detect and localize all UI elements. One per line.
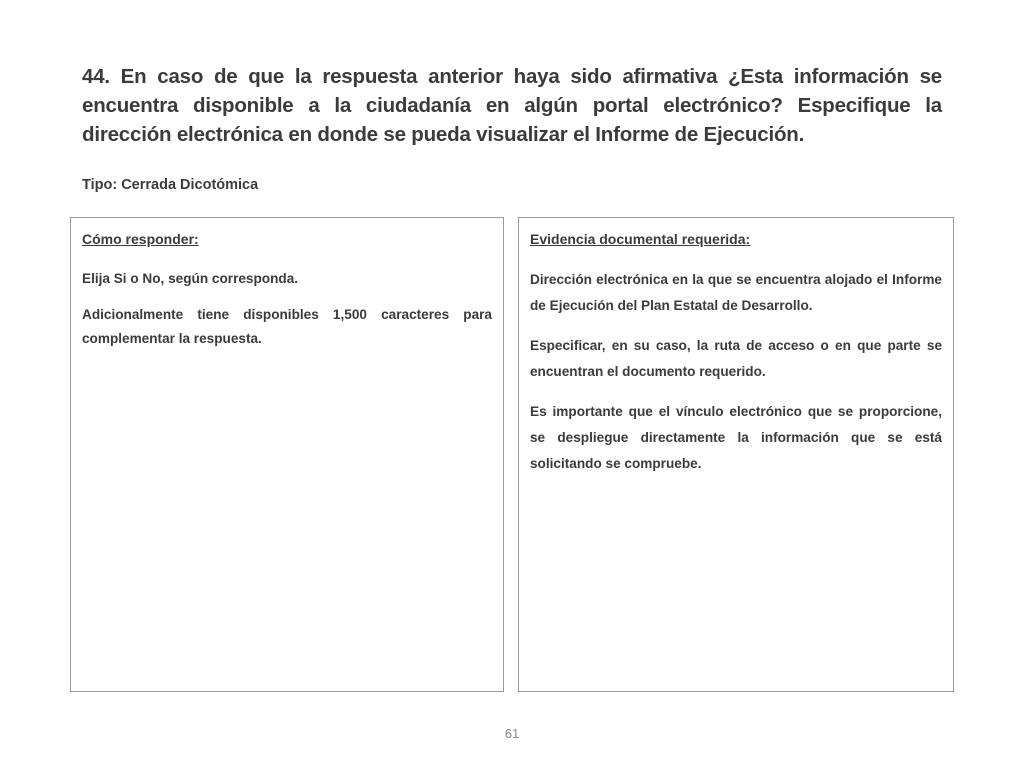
required-evidence-box	[518, 217, 954, 692]
question-type: Tipo: Cerrada Dicotómica	[82, 177, 259, 193]
how-to-answer-heading: Cómo responder:	[82, 231, 199, 247]
page-number: 61	[504, 726, 520, 741]
how-to-answer-paragraph: Elija Si o No, según corresponda.	[82, 271, 299, 286]
required-evidence-paragraph: Especificar, en su caso, la ruta de acceso o en que parte se encuentran el documento requerido.	[530, 338, 942, 379]
required-evidence-paragraph: Dirección electrónica en la que se encuentra alojado el Informe de Ejecución del Plan Estatal de Desarrollo.	[530, 272, 942, 313]
how-to-answer-box	[70, 217, 504, 692]
required-evidence-heading: Evidencia documental requerida:	[530, 231, 751, 247]
required-evidence-paragraph: Es importante que el vínculo electrónico que se proporcione, se despliegue directamente la información que se está solicitando se compruebe.	[530, 404, 942, 471]
question-title: 44. En caso de que la respuesta anterior haya sido afirmativa ¿Esta información se encuentra disponible a la ciudadanía en algún portal electrónico? Especifique la dirección electrónica en donde se pueda visualizar el Informe de Ejecución.	[82, 65, 942, 146]
how-to-answer-paragraph: Adicionalmente tiene disponibles 1,500 caracteres para complementar la respuesta.	[82, 307, 492, 346]
